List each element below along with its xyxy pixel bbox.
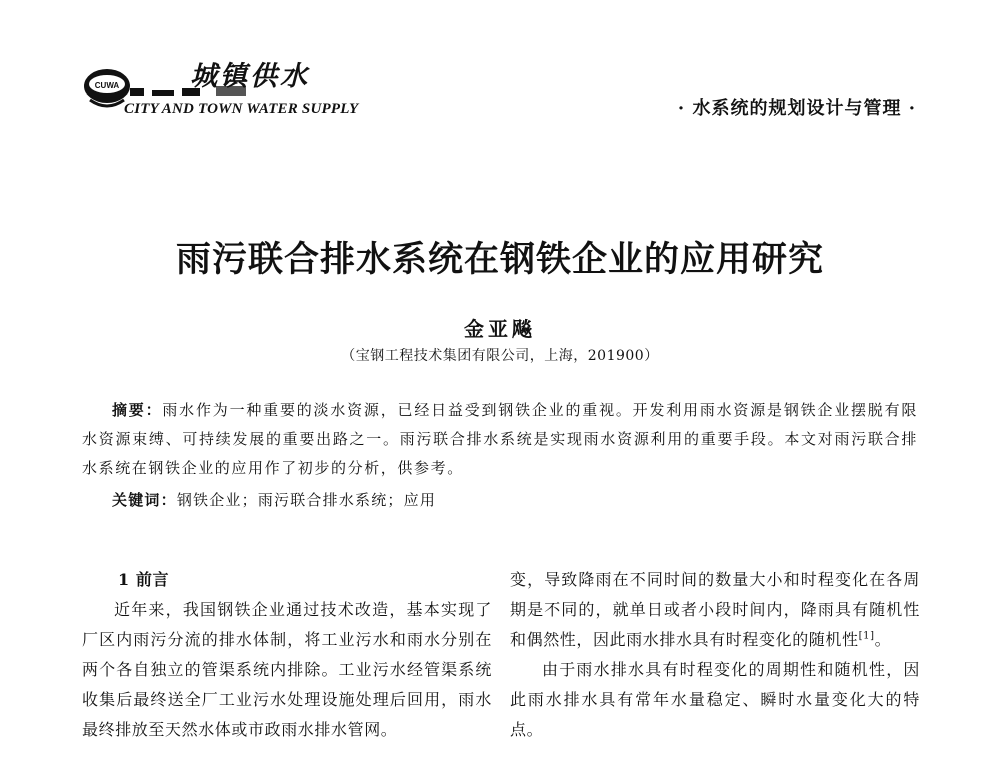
citation-reference[interactable]: [1] bbox=[858, 630, 875, 642]
body-paragraph bbox=[510, 565, 920, 655]
keywords-label: 关键词： bbox=[112, 491, 177, 509]
keywords-text: 钢铁企业；雨污联合排水系统；应用 bbox=[176, 491, 437, 509]
body-column-left bbox=[82, 565, 492, 745]
body-paragraph-text: 变，导致降雨在不同时间的数量大小和时程变化在各周期是不同的，就单日或者小段时间内，降雨具有随机性和偶然性，因此雨水排水具有时程变化的随机性 bbox=[510, 570, 920, 649]
section-heading: 1 前言 bbox=[118, 570, 170, 589]
body-paragraph-end: 。 bbox=[874, 630, 892, 649]
abstract-label: 摘要： bbox=[112, 401, 163, 419]
body-paragraph: 由于雨水排水具有时程变化的周期性和随机性，因此雨水排水具有常年水量稳定、瞬时水量变化大的特点。 bbox=[510, 660, 920, 739]
body-paragraph: 近年来，我国钢铁企业通过技术改造，基本实现了厂区内雨污分流的排水体制，将工业污水和雨水分别在两个各自独立的管渠系统内排除。工业污水经管渠系统收集后最终送全厂工业污水处理设施处理后回用，雨水最终排放至天然水体或市政雨水排水管网。 bbox=[82, 600, 492, 739]
abstract-text: 雨水作为一种重要的淡水资源，已经日益受到钢铁企业的重视。开发利用雨水资源是钢铁企业摆脱有限水资源束缚、可持续发展的重要出路之一。雨污联合排水系统是实现雨水资源利用的重要手段。本文对雨污联合排水系统在钢铁企业的应用作了初步的分析，供参考。 bbox=[82, 401, 918, 477]
logo-badge-text: CUWA bbox=[94, 81, 120, 90]
article-title: 雨污联合排水系统在钢铁企业的应用研究 bbox=[175, 239, 824, 280]
logo-chinese-name: 城镇供水 bbox=[190, 61, 310, 92]
body-column-right bbox=[510, 565, 920, 745]
abstract bbox=[82, 396, 918, 483]
journal-logo bbox=[82, 48, 382, 128]
section-tag: · 水系统的规划设计与管理 · bbox=[677, 98, 916, 119]
logo-english-name: CITY AND TOWN WATER SUPPLY bbox=[124, 101, 359, 117]
article-author: 金亚飚 bbox=[464, 317, 536, 341]
keywords bbox=[112, 486, 918, 515]
author-affiliation: （宝钢工程技术集团有限公司，上海，201900） bbox=[341, 348, 659, 364]
